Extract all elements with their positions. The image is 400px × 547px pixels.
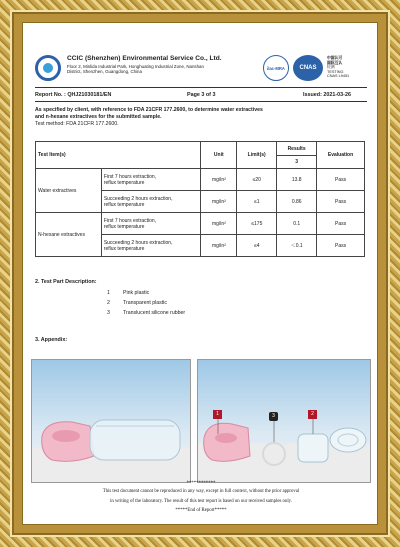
header-divider (35, 87, 367, 88)
results-table (35, 141, 365, 169)
condition-line: First 7 hours extraction, (103, 173, 157, 180)
cell-evaluation: Pass (317, 235, 365, 257)
cnas-text-line: TESTING (327, 69, 344, 74)
ilac-mra-logo-icon: ilac-MRA (263, 55, 289, 81)
footer-stars: ************ (186, 481, 216, 486)
cell-limit: ≤1 (237, 191, 277, 213)
item-number: 3 (107, 310, 110, 316)
page-number: Page 3 of 3 (187, 92, 216, 98)
address-line: Floor 2, Minlida Industrial Park, Honghuating Industrial Zone, Nanshan (67, 64, 204, 69)
intro-text (35, 107, 367, 128)
cell-limit: ≤4 (237, 235, 277, 257)
condition-line: reflux temperature (103, 179, 145, 186)
cell-limit: ≤175 (237, 213, 277, 235)
disassembled-parts-image (198, 360, 371, 483)
cell-evaluation: Pass (317, 169, 365, 191)
condition-line: reflux temperature (103, 223, 145, 230)
group-name: Water extractives (36, 169, 102, 213)
header-unit: Unit (201, 142, 237, 169)
condition-line: reflux temperature (103, 201, 145, 208)
section-3-title: 3. Appendix: (35, 337, 68, 343)
table-row-condition (101, 169, 201, 191)
cell-unit: mg/in² (201, 213, 237, 235)
cell-unit: mg/in² (201, 169, 237, 191)
item-label: Translucent silicone rubber (123, 310, 186, 316)
section-2-title: 2. Test Part Description: (35, 279, 97, 285)
item-label: Transparent plastic (123, 300, 167, 306)
sample-photo-parts (197, 359, 371, 483)
condition-line: Succeeding 2 hours extraction, (103, 239, 173, 246)
header-limit: Limit(s) (237, 142, 277, 169)
cell-result: 13.8 (277, 169, 317, 191)
end-of-report: *****End of Report***** (175, 508, 227, 513)
report-number: Report No. : QHJ21030181/EN (35, 92, 112, 98)
table-row-condition (101, 191, 201, 213)
meta-divider (35, 101, 367, 102)
test-part-list (107, 288, 185, 318)
list-item (107, 298, 185, 308)
item-label: Pink plastic (123, 290, 150, 296)
cell-result: 0.1 (277, 213, 317, 235)
header-test-item: Test Item(s) (36, 142, 201, 169)
company-address (67, 64, 267, 75)
cnas-text-line: 国际互认 (327, 60, 343, 65)
cnas-accreditation-text (327, 56, 371, 79)
footer-disclaimer-line: This test document cannot be reproduced in any way, except in full context, without the prior approval (102, 489, 300, 494)
table-row-condition (101, 235, 201, 257)
condition-line: Succeeding 2 hours extraction, (103, 195, 173, 202)
cell-evaluation: Pass (317, 191, 365, 213)
test-method: Test method: FDA 21CFR 177.2600. (35, 121, 119, 127)
cell-limit: ≤20 (237, 169, 277, 191)
list-item (107, 308, 185, 318)
ccic-logo-icon (35, 55, 61, 81)
cell-unit: mg/in² (201, 235, 237, 257)
cell-unit: mg/in² (201, 191, 237, 213)
callout-marker: 3 (269, 412, 278, 421)
cell-evaluation: Pass (317, 213, 365, 235)
cnas-text-line: CNAS L9451 (327, 74, 350, 79)
results-table-body (35, 168, 365, 257)
header-results: Results (277, 142, 317, 156)
sample-photo-assembled (31, 359, 191, 483)
item-number: 1 (107, 290, 110, 296)
footer-disclaimer-line: in writing of the laboratory. The result of this test report is based on our received samples only. (110, 498, 292, 504)
table-row-condition (101, 213, 201, 235)
cnas-text-line: 检测 (327, 65, 335, 70)
report-footer (35, 481, 367, 516)
address-line: District, Shenzhen, Guangdong, China (67, 69, 142, 75)
callout-marker: 2 (308, 410, 317, 419)
intro-line: and n-hexane extractives for the submitted sample. (35, 114, 162, 120)
condition-line: First 7 hours extraction, (103, 217, 157, 224)
company-name: CCIC (Shenzhen) Environmental Service Co., Ltd. (67, 55, 222, 62)
report-page (22, 22, 378, 525)
item-number: 2 (107, 300, 110, 306)
cnas-logo-icon: CNAS (293, 55, 323, 81)
intro-line: As specified by client, with reference to FDA 21CFR 177.2600, to determine water extractives (35, 107, 263, 113)
group-name: N-hexane extractives (36, 213, 102, 257)
assembled-bottle-image (32, 360, 191, 483)
list-item (107, 288, 185, 298)
cell-result: ＜0.1 (277, 235, 317, 257)
cnas-text-line: 中国认可 (327, 56, 343, 60)
issued-date: Issued: 2021-03-26 (303, 92, 351, 98)
cell-result: 0.86 (277, 191, 317, 213)
header-evaluation: Evaluation (317, 142, 365, 169)
callout-marker: 1 (213, 410, 222, 419)
condition-line: reflux temperature (103, 245, 145, 252)
header-results-sample: 3 (277, 156, 317, 169)
